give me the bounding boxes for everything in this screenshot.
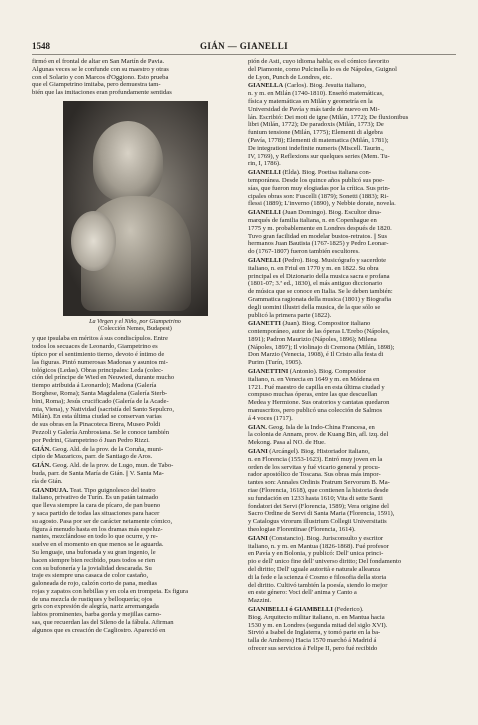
entry-headword: GIANELLI xyxy=(248,209,281,217)
entry-line: (Pavía, 1778); Elementi di matematica (Milán, 1781); xyxy=(248,136,389,144)
caption-source: (Colección Nemes, Budapest) xyxy=(98,325,172,333)
entry-headword: GIÁN. xyxy=(32,462,51,470)
entry-line: di la fede e la scienza é Cosmo e filosofia della storia xyxy=(248,573,387,581)
entry-line: galoneada de rojo, calzón corto de pana, medias xyxy=(32,580,158,588)
page-number: 1548 xyxy=(32,41,50,51)
text-line: con el Solario y con Marcos d'Oggiono. Esto prueba xyxy=(32,73,169,81)
dictionary-entry xyxy=(248,535,456,605)
entry-line: IV, 1769), y Reflexions sur quelques series (Mem. Tu- xyxy=(248,152,390,160)
right-top-text xyxy=(248,58,456,81)
entry-text: (Carlos). Biog. Jesuita italiano, xyxy=(284,82,367,90)
entry-line: rador apostólico de Toscana. Sus obras más impor- xyxy=(248,471,381,479)
entry-line: n. y m. en Milán (1740-1810). Enseñó matemáticas, xyxy=(248,90,384,98)
entry-line: de música que se conoce en Italia. Se le deben también: xyxy=(248,288,393,296)
entry-line xyxy=(248,535,456,543)
text-line: Algunas veces se le confunde con su maestro y otras xyxy=(32,65,169,73)
entry-line: Mazzini. xyxy=(248,597,272,605)
dictionary-entry xyxy=(32,446,238,462)
dictionary-entry xyxy=(248,448,456,534)
right-column xyxy=(248,58,456,653)
entry-text: Geog. Ald. de la prov. de la Coruña, muni- xyxy=(52,445,164,453)
text-line: que el Giampetrino imitaba, pero demuestra tam- xyxy=(32,81,161,89)
page-header xyxy=(32,40,456,55)
text-line: mia, Viena), y Natividad (sacristía del Santo Sepulcro, xyxy=(32,405,175,413)
entry-line: su fundación en 1233 hasta 1610; Vita di sette Santi xyxy=(248,494,383,502)
entry-line: italiano, n. en Venecia en 1649 y m. en Módena en xyxy=(248,375,380,383)
entry-line: talla de Amberes) Hacia 1570 marchó á Madrid á xyxy=(248,637,377,645)
entry-line xyxy=(32,462,238,470)
dictionary-entry xyxy=(248,368,456,423)
entry-headword: GIANI xyxy=(248,534,268,542)
entry-line: compuso muchas óperas, entre las que descuellan xyxy=(248,391,378,399)
image-caption xyxy=(32,318,238,332)
entry-line xyxy=(248,606,456,614)
dictionary-entry xyxy=(248,209,456,256)
entry-line: (Nápoles, 1897); Il violinajo di Cremona (Milán, 1898); xyxy=(248,343,395,351)
entry-headword: GIANETTI xyxy=(248,320,281,328)
text-line: Pezzoli y Galería Ambrosiana. Se le conoce también xyxy=(32,428,170,436)
entry-line: en este género: Voci dell' anima y Canto a xyxy=(248,589,357,597)
entry-line: del diritto. Cultivó también la poesía, siendo lo mejor xyxy=(248,581,388,589)
entry-line: hacen siempre bien recibido, pues todos se rien xyxy=(32,556,156,564)
entry-line xyxy=(248,424,456,432)
entry-text: (Elda). Biog. Poetisa italiana con- xyxy=(282,169,371,177)
entry-line: cipales obras son: Fuscelli (1879); Sonetti (1883); Ri- xyxy=(248,192,389,200)
entry-line: contemporáneo, autor de las óperas L'Erebo (Nápoles, xyxy=(248,328,390,336)
entry-line xyxy=(248,368,456,376)
entry-line: buda, parr. de Santa María de Gián. || V. Santa Ma- xyxy=(32,469,164,477)
entry-text: (Federico). xyxy=(334,605,364,613)
entry-line: gris con expresión de alegría, nariz arremangada xyxy=(32,603,159,611)
dictionary-entry xyxy=(248,82,456,168)
entry-line: rin, I, 1786). xyxy=(248,160,281,168)
entry-text: (Juan Domingo). Biog. Escultor dina- xyxy=(282,209,382,217)
entry-text: (Antonio). Biog. Compositor xyxy=(289,368,366,376)
entry-line: á 4 voces (1717). xyxy=(248,414,293,422)
entry-line: De integrationi indefinite numeris (Miscell. Taurin., xyxy=(248,144,384,152)
text-line: Borghese, Roma); Santa Magdalena (Galería Sterb- xyxy=(32,389,168,397)
text-line: por Pedrini, Giampetrino ó Juan Pedro Rizzi. xyxy=(32,436,150,444)
running-title: GIÁN — GIANELLI xyxy=(199,41,288,51)
entry-line: Sacro Ordine de Servi di Santa Maria (Florencia, 1591), xyxy=(248,510,395,518)
entry-line: figura á menudo hasta en los dramas más espeluz- xyxy=(32,525,163,533)
entry-line xyxy=(248,257,456,265)
entry-line: traje es siempre una casaca de color castaño, xyxy=(32,572,149,580)
entry-text: Teat. Tipo guignolesco del teatro xyxy=(69,486,156,494)
entry-text: (Pedro). Biog. Musicógrafo y sacerdote xyxy=(282,256,387,264)
entry-line: temporánea. Desde los quince años publicó sus poe- xyxy=(248,176,385,184)
entry-line: italiano, n. en Friul en 1770 y m. en 1822. Su obra xyxy=(248,264,379,272)
entry-line: en Pavía y en Bolonia, y publicó: Dell' unica princi- xyxy=(248,550,384,558)
text-line: de sus obras en la Pinacoteca Brera, Museo Poldi xyxy=(32,421,161,429)
text-line: típico por el sentimiento tierno, devoto é íntimo de xyxy=(32,350,165,358)
entry-line xyxy=(248,209,456,217)
entry-line: de una mezcla de rustiques y belloquería; ojos xyxy=(32,595,153,603)
entry-line: ofrecer sus servicios á Felipe II, pero fué recibido xyxy=(248,644,378,652)
text-line: de Lyon, Punch de Londres, etc. xyxy=(248,73,332,81)
dictionary-entry xyxy=(248,169,456,208)
entry-line: manuscritos, pero publicó una colección de Salmos xyxy=(248,407,383,415)
text-line: tiempo atribuida á Leonardo); Madona (Galería xyxy=(32,382,157,390)
entry-line: del diritto; Dell' uguale autorità e naturale alleanza xyxy=(248,566,381,573)
text-line: las figuras. Pintó numerosas Madonas y asuntos mi- xyxy=(32,358,168,366)
entry-line: Sirvió a Isabel de Inglaterra, y tomó parte en la ba- xyxy=(248,629,381,637)
entry-line: Su lenguaje, una bufonada y su gran ingenio, le xyxy=(32,548,156,556)
text-line: todos los secuaces de Leonardo, Giampetrino es xyxy=(32,343,158,351)
entry-headword: GIÁN. xyxy=(32,445,51,453)
entry-line: Grammatica ragionata della musica (1801) y Biografia xyxy=(248,295,392,303)
entry-line: algunos que es creación de Cagliostro. Apareció en xyxy=(32,626,166,634)
dictionary-entry xyxy=(32,487,238,635)
entry-line: hermanos Juan Bautista (1767-1825) y Pedro Leonar- xyxy=(248,240,389,248)
entry-headword: GIANETTINI xyxy=(248,368,289,376)
entry-line: Tuvo gran facilidad en modelar bustos-retratos. || Sus xyxy=(248,232,388,240)
entry-line xyxy=(32,487,238,495)
left-bottom-text xyxy=(32,335,238,444)
entry-line: sías, que fueron muy elogiadas por la crítica. Sus prin- xyxy=(248,184,390,192)
entry-text: (Constancio). Biog. Jurisconsulto y escritor xyxy=(269,534,384,542)
entry-line: (1801-07; 3.ª ed., 1830), el más antiguo diccionario xyxy=(248,280,383,288)
dictionary-entry xyxy=(32,462,238,485)
text-line: firmó en el frontal de altar en San Martín de Pavia. xyxy=(32,58,165,65)
entry-text: (Arcángel). Biog. Historiador italiano, xyxy=(269,448,370,456)
entry-text: Geog. Ald. de la prov. de Lugo, mun. de Tabo- xyxy=(52,462,174,470)
entry-headword: GIAN. xyxy=(248,423,267,431)
caption-title: La Virgen y el Niño, por Giampetrino xyxy=(89,317,181,325)
entry-headword: GIANELLI xyxy=(248,256,281,264)
entry-line: 1891); Padron Maurizio (Nápoles, 1896); Milena xyxy=(248,335,377,343)
entry-line: flessi (1889); L'inverno (1890), y Nebbie dorate, novela. xyxy=(248,200,396,208)
entry-headword: GIANELLA xyxy=(248,82,284,90)
entry-line: tantes son: Annales Ordinis Fratrum Servorum B. Ma- xyxy=(248,479,390,487)
entry-line: libri (Milán, 1772); De paradoxis (Milán, 1773); De xyxy=(248,121,384,129)
entry-line: n. en Florencia (1553-1623). Entró muy joven en la xyxy=(248,455,383,463)
entry-line: Biog. Arquitecto militar italiano, n. en Mantua hacia xyxy=(248,613,385,621)
entry-line xyxy=(248,82,456,90)
dictionary-entry xyxy=(248,606,456,653)
entry-line: riae (Florencia, 1618), que contienen la historia desde xyxy=(248,487,389,495)
left-top-text xyxy=(32,58,238,97)
entry-line: física y matemáticas en Milán y geometría en la xyxy=(248,97,373,105)
entry-line: marqués de familia italiana, n. en Copenhague en xyxy=(248,216,377,224)
entry-line: labios prominentes, barba gorda y mejillas carno- xyxy=(32,611,162,619)
entry-line: sas, que recuerdan las del Sileno de la fábula. Afirman xyxy=(32,619,174,627)
entry-line: Mekong. Pasa al NO. de Hue. xyxy=(248,439,326,447)
entry-line: publicó la primera parte (1822). xyxy=(248,311,332,319)
entry-line: italiano, n. y m. en Mantua (1826-1868). Fué profesor xyxy=(248,542,389,550)
entry-line: lán. Escribió: Dei moti de igne (Milán, 1772); De fluxionibus xyxy=(248,113,409,121)
painting-image xyxy=(63,101,208,316)
entry-line: do (1767-1807) fueron también escultores. xyxy=(248,248,360,256)
entry-headword: GIANELLI xyxy=(248,169,281,177)
entry-line: pio e dell' unico fine dell' universo diritto; Del fondamento xyxy=(248,558,402,566)
left-column xyxy=(32,58,238,635)
entry-line: cipio de Mazaricos, parr. de Santiago de Aros. xyxy=(32,453,153,461)
entry-line: orden de los servitas y fué vicario general y procu- xyxy=(248,463,381,471)
entry-line: italiano, privativo de Turín. Es un patán taimado xyxy=(32,494,159,502)
entry-line: la colonia de Annam, prov. de Kuang Bin, afl. izq. del xyxy=(248,431,389,439)
left-entries xyxy=(32,446,238,635)
entry-line: 1530 y m. en Londres (segunda mitad del siglo XVI). xyxy=(248,621,388,629)
entry-line xyxy=(32,446,238,454)
entry-text: Geog. Isla de la Indo-China Francesa, en xyxy=(268,423,375,431)
entry-line: Purim (Turín, 1905). xyxy=(248,359,303,367)
text-line: Milán). En esta última ciudad se conservan varias xyxy=(32,413,162,421)
text-line: ción del príncipe de Wied en Neuwied, durante mucho xyxy=(32,374,175,382)
child-figure xyxy=(71,211,116,271)
entry-line: principal es el Dizionario della musica sacra e profana xyxy=(248,272,390,280)
entry-line: y saca partido de todas las situaciones para hacer xyxy=(32,509,160,517)
entry-line xyxy=(248,448,456,456)
dictionary-entry xyxy=(248,320,456,367)
entry-line: y Catalogus virorum illustrium Collegii Universitatis xyxy=(248,518,387,526)
entry-line: rojas y zapatos con hebillas y en cola en trompeta. Es figura xyxy=(32,587,188,595)
entry-line xyxy=(248,320,456,328)
entry-line: suelve en el momento en que menos se le aguarda. xyxy=(32,541,164,549)
text-line: bini, Roma); Jesús crucificado (Galería de la Acade- xyxy=(32,397,169,405)
entry-line: 1775 y m. probablemente en Londres después de 1820. xyxy=(248,224,392,232)
entry-text: (Juan). Biog. Compositor italiano xyxy=(282,320,371,328)
entry-line: degli uomini illustri della musica, de la que sólo se xyxy=(248,303,381,311)
entry-line: fondatori dei Servi (Florencia, 1589); Vera origine del xyxy=(248,502,389,510)
text-line: del Piamonte, como Pulcinella lo es de Nápoles, Guignol xyxy=(248,65,397,73)
dictionary-entry xyxy=(248,257,456,319)
entry-headword: GIANDUJA. xyxy=(32,486,69,494)
entry-line: Medea y Hermione. Sus oratorios y cantatas quedaron xyxy=(248,399,390,407)
text-line: bién que las imitaciones eran profundamente sentidas xyxy=(32,89,172,97)
text-line: pión de Asti, cuyo idioma habla; es el cómico favorito xyxy=(248,58,390,65)
dictionary-entry xyxy=(248,424,456,447)
entry-headword: GIANIBELLI ó GIAMBELLI xyxy=(248,605,333,613)
virgin-figure xyxy=(93,121,163,201)
entry-line: que lleva siempre la cara de pícaro, de pan bueno xyxy=(32,502,161,510)
text-line: y que ipsulaba en méritos á sus condiscípulos. Entre xyxy=(32,335,168,343)
entry-line: ría de Gián. xyxy=(32,477,63,485)
text-line: tológicos (Ledas). Obras principales: Leda (colec- xyxy=(32,366,164,374)
entry-line: con su bufonería y la jovialidad descarada. Su xyxy=(32,564,152,572)
entry-line xyxy=(248,169,456,177)
entry-line: Don Marzio (Venecia, 1908), é Il Cristo alla festa di xyxy=(248,351,384,359)
right-entries xyxy=(248,82,456,652)
entry-line: Universidad de Pavía y más tarde de nuevo en Mi- xyxy=(248,105,380,113)
entry-headword: GIANI xyxy=(248,448,268,456)
entry-line: theologiae Florentinae (Florencia, 1614). xyxy=(248,526,356,534)
entry-line: 1721. Fué maestro de capilla en esta última ciudad y xyxy=(248,383,385,391)
entry-line: su agosto. Pasa por ser de carácter netamente cómico, xyxy=(32,517,173,525)
entry-line: nantes, mezclándose en todo lo que ocurre, y re- xyxy=(32,533,158,541)
entry-line: funium tensione (Milán, 1775); Elementi di algebra xyxy=(248,129,383,137)
